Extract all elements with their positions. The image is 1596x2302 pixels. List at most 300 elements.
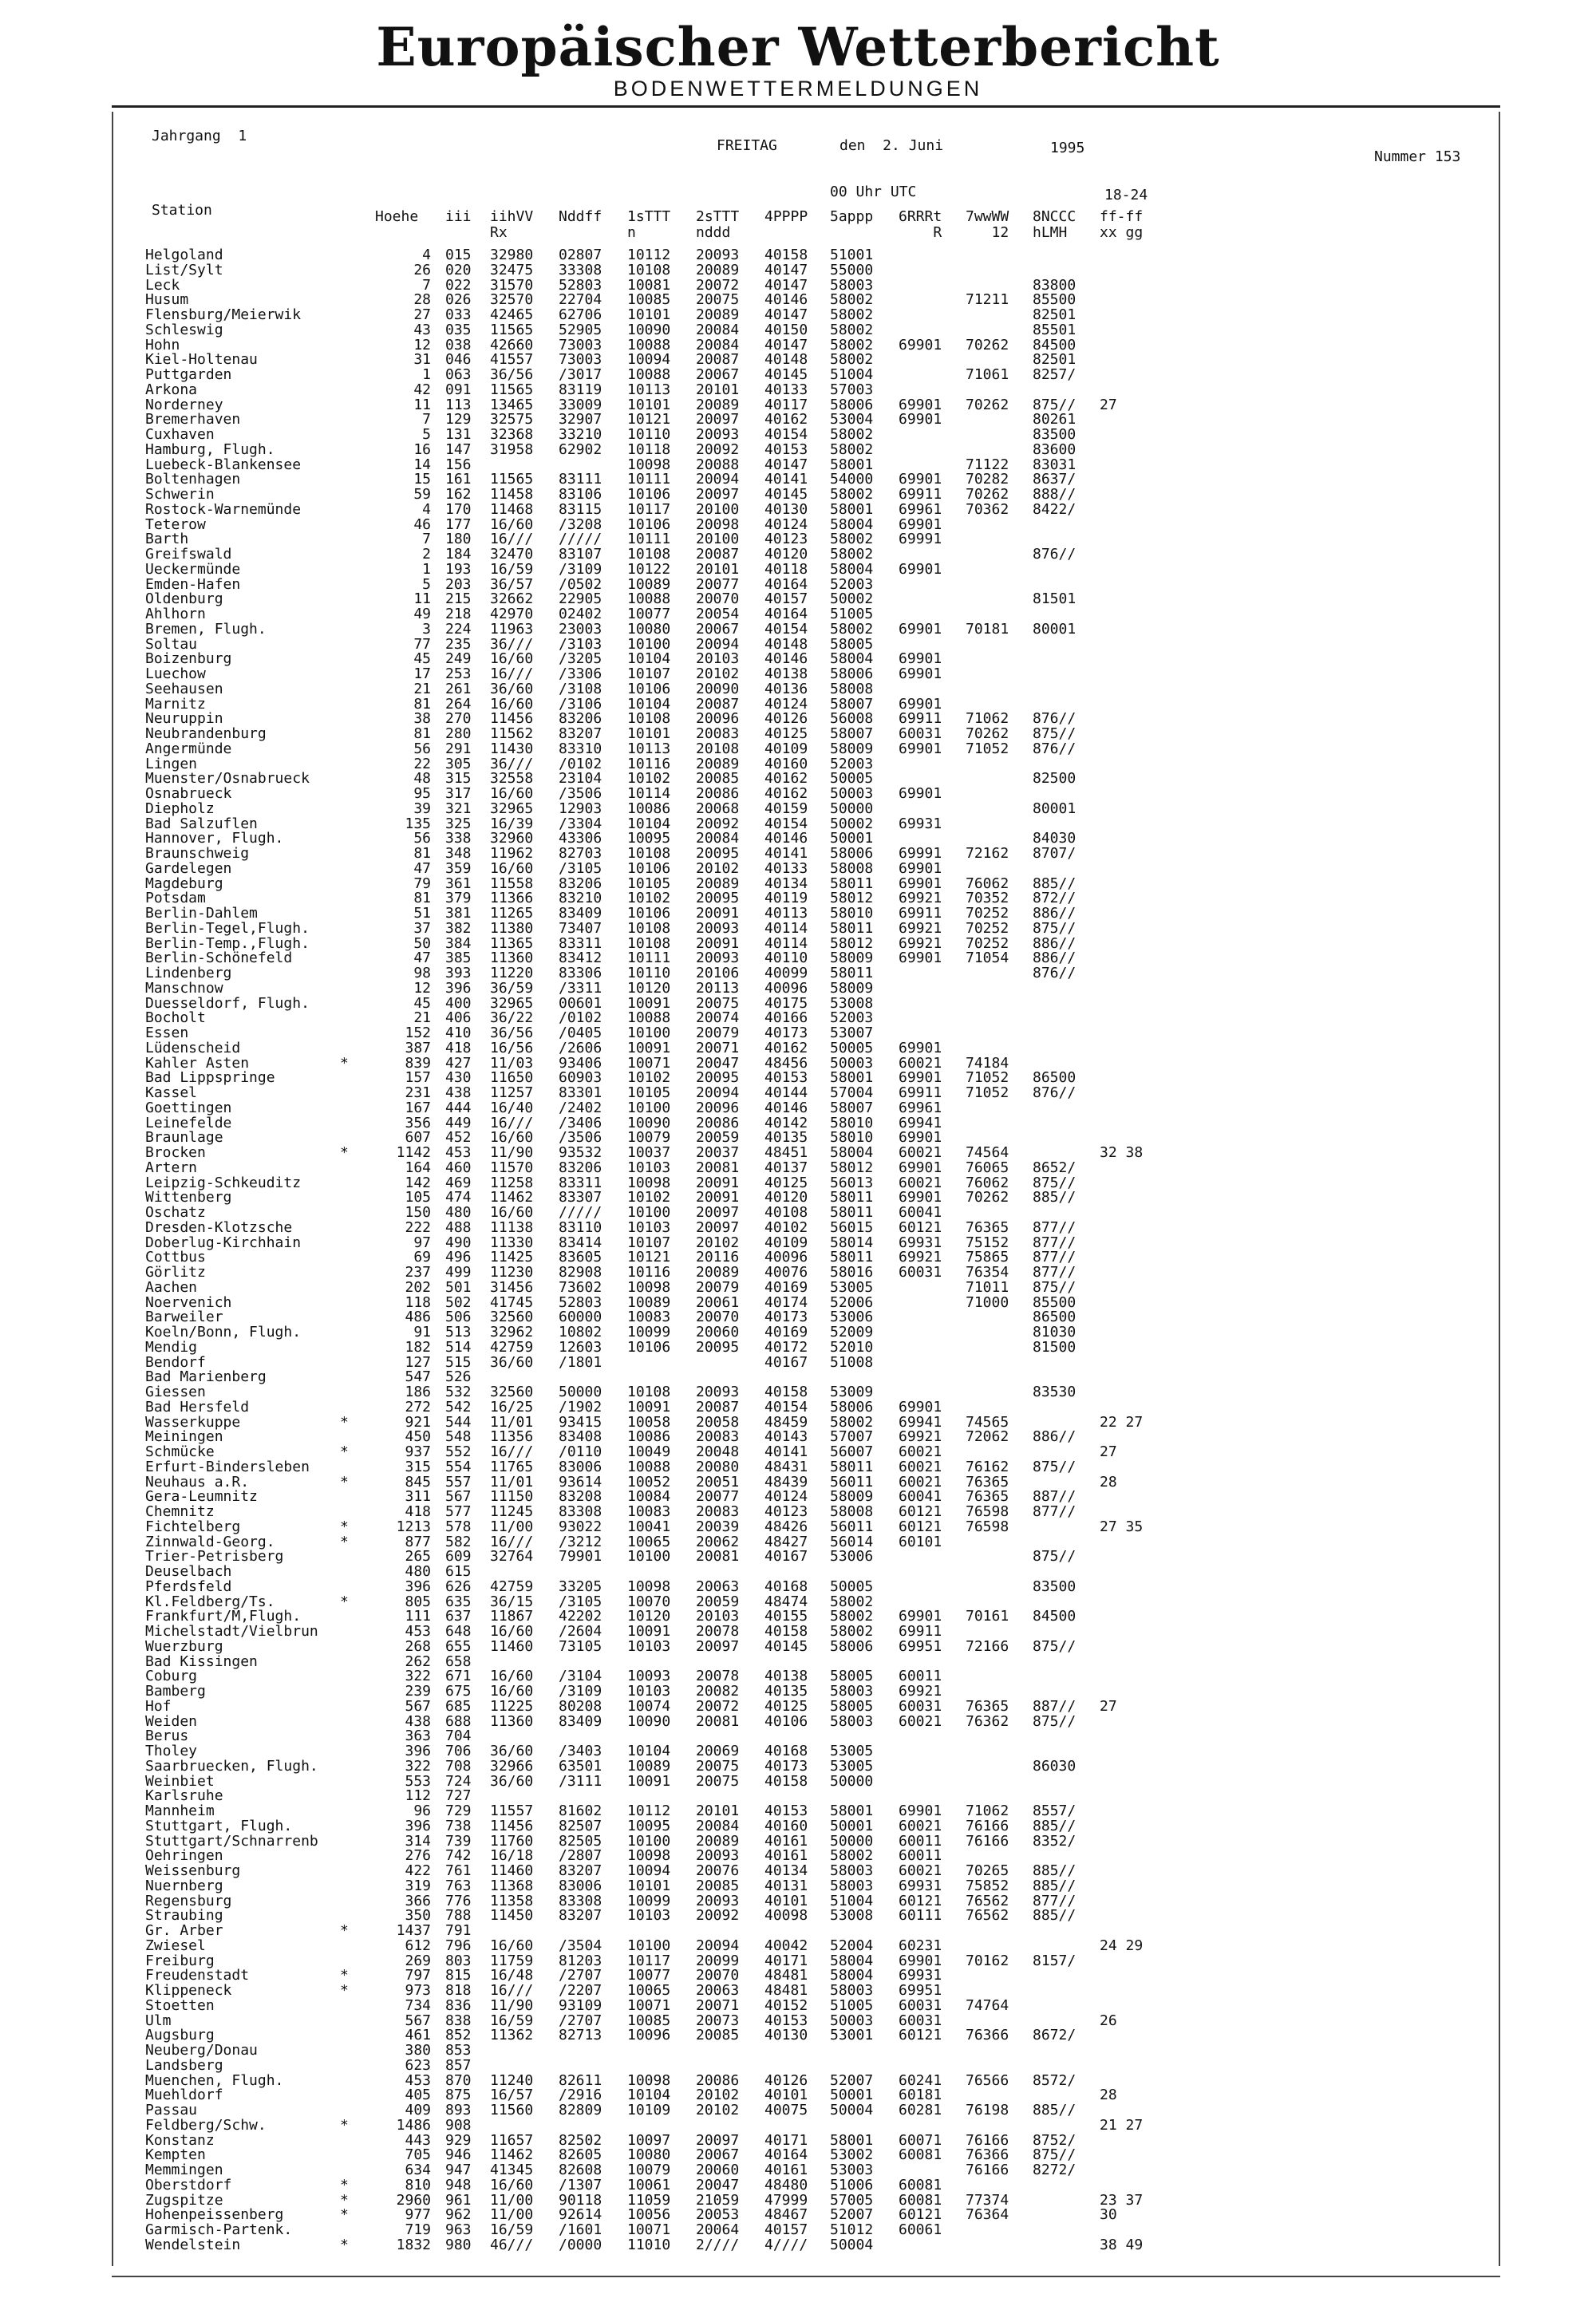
station-height: 11 bbox=[413, 590, 431, 608]
group-4pppp: 40164 bbox=[764, 2146, 808, 2164]
station-row bbox=[145, 1310, 1494, 1325]
station-name: Neuruppin bbox=[145, 710, 223, 728]
group-ihvv: 31958 bbox=[490, 440, 534, 458]
group-2sttt: 20062 bbox=[696, 1533, 740, 1550]
group-nddff: 83110 bbox=[559, 1218, 602, 1236]
group-8nccc: 876// bbox=[1033, 710, 1077, 728]
station-iii: 418 bbox=[445, 1039, 472, 1056]
group-8nccc: 84030 bbox=[1033, 830, 1077, 847]
group-nddff: 60903 bbox=[559, 1069, 602, 1087]
group-5appp: 58007 bbox=[830, 725, 874, 742]
group-6rrrt: 69901 bbox=[899, 1129, 942, 1147]
group-1sttt: 10105 bbox=[627, 1084, 671, 1101]
group-6rrrt: 69951 bbox=[899, 1637, 942, 1655]
group-5appp: 51004 bbox=[830, 366, 874, 383]
group-ihvv: 11/90 bbox=[490, 1996, 534, 2014]
group-6rrrt: 69931 bbox=[899, 1234, 942, 1251]
station-row bbox=[145, 532, 1494, 547]
station-name: Berlin-Tegel,Flugh. bbox=[145, 919, 310, 937]
group-1sttt: 10103 bbox=[627, 1159, 671, 1176]
group-8nccc: 886// bbox=[1033, 905, 1077, 922]
station-name: Hof bbox=[145, 1697, 172, 1715]
group-8nccc: 83600 bbox=[1033, 440, 1077, 458]
station-iii: 203 bbox=[445, 575, 472, 593]
group-6rrrt: 69931 bbox=[899, 1967, 942, 1984]
station-name: Klippeneck bbox=[145, 1982, 232, 1999]
group-ihvv: 11/01 bbox=[490, 1473, 534, 1491]
group-7wwww: 70252 bbox=[966, 934, 1009, 952]
group-nddff: /1307 bbox=[559, 2176, 602, 2193]
station-name: Kassel bbox=[145, 1084, 198, 1101]
group-5appp: 58006 bbox=[830, 665, 874, 682]
station-height: 7 bbox=[422, 411, 431, 428]
group-5appp: 58011 bbox=[830, 1249, 874, 1266]
group-nddff: /3506 bbox=[559, 785, 602, 802]
group-4pppp: 40137 bbox=[764, 1159, 808, 1176]
group-nddff: /3205 bbox=[559, 650, 602, 668]
station-name: Ueckermünde bbox=[145, 560, 241, 578]
station-iii: 393 bbox=[445, 965, 472, 981]
group-ihvv: 11368 bbox=[490, 1877, 534, 1894]
group-7wwww: 75852 bbox=[966, 1877, 1009, 1894]
station-row bbox=[145, 757, 1494, 772]
group-2sttt: 20091 bbox=[696, 934, 740, 952]
group-1sttt: 10088 bbox=[627, 1458, 671, 1475]
group-8nccc: 885// bbox=[1033, 1862, 1077, 1879]
group-5appp: 52003 bbox=[830, 1009, 874, 1027]
group-8nccc: 83031 bbox=[1033, 456, 1077, 473]
group-ihvv: 32764 bbox=[490, 1548, 534, 1566]
station-row bbox=[145, 859, 1494, 877]
group-ihvv: 16/60 bbox=[490, 1668, 534, 1685]
group-nddff: /3109 bbox=[559, 560, 602, 578]
station-name: Augsburg bbox=[145, 2027, 215, 2044]
station-iii: 131 bbox=[445, 426, 472, 443]
group-1sttt: 10086 bbox=[627, 800, 671, 817]
station-name: Deuselbach bbox=[145, 1563, 232, 1580]
group-5appp: 55000 bbox=[830, 261, 874, 278]
group-5appp: 58007 bbox=[830, 695, 874, 713]
group-4pppp: 48459 bbox=[764, 1413, 808, 1431]
station-height: 937 bbox=[405, 1443, 431, 1460]
station-name: Meiningen bbox=[145, 1428, 223, 1446]
group-4pppp: 40164 bbox=[764, 606, 808, 622]
group-ihvv: 32980 bbox=[490, 247, 534, 263]
group-6rrrt: 60021 bbox=[899, 1458, 942, 1475]
group-7wwww: 71052 bbox=[966, 1069, 1009, 1087]
group-7wwww: 71052 bbox=[966, 740, 1009, 757]
group-nddff: ///// bbox=[559, 1204, 602, 1221]
group-2sttt: 20099 bbox=[696, 1952, 740, 1969]
group-5appp: 58004 bbox=[830, 515, 874, 533]
group-5appp: 58010 bbox=[830, 1129, 874, 1147]
group-1sttt: 10090 bbox=[627, 321, 671, 338]
station-iii: 685 bbox=[445, 1697, 472, 1715]
group-6rrrt: 69901 bbox=[899, 1952, 942, 1969]
group-1sttt: 10121 bbox=[627, 411, 671, 428]
station-height: 396 bbox=[405, 1817, 431, 1834]
group-6rrrt: 60011 bbox=[899, 1668, 942, 1685]
group-4pppp: 40124 bbox=[764, 1488, 808, 1506]
station-name: Wittenberg bbox=[145, 1189, 232, 1206]
group-2sttt: 20078 bbox=[696, 1668, 740, 1685]
station-name: Frankfurt/M,Flugh. bbox=[145, 1608, 302, 1625]
station-row bbox=[145, 428, 1494, 443]
group-ihvv: 16/56 bbox=[490, 1039, 534, 1056]
group-5appp: 53008 bbox=[830, 1907, 874, 1925]
ff-values: 28 bbox=[1100, 2087, 1117, 2104]
group-5appp: 50003 bbox=[830, 785, 874, 802]
group-5appp: 58009 bbox=[830, 950, 874, 967]
group-1sttt: 10056 bbox=[627, 2206, 671, 2224]
group-6rrrt: 69901 bbox=[899, 620, 942, 638]
group-nddff: 83106 bbox=[559, 486, 602, 503]
group-1sttt: 10106 bbox=[627, 486, 671, 503]
station-iii: 430 bbox=[445, 1069, 472, 1087]
group-2sttt: 20085 bbox=[696, 770, 740, 788]
group-nddff: /3304 bbox=[559, 815, 602, 832]
group-ihvv: 16/60 bbox=[490, 1683, 534, 1700]
mountain-mark: * bbox=[340, 1982, 349, 1999]
group-1sttt: 10077 bbox=[627, 606, 671, 622]
group-4pppp: 40145 bbox=[764, 486, 808, 503]
station-iii: 488 bbox=[445, 1218, 472, 1236]
group-1sttt: 10112 bbox=[627, 1803, 671, 1819]
group-4pppp: 40153 bbox=[764, 440, 808, 458]
group-1sttt: 10074 bbox=[627, 1697, 671, 1715]
group-1sttt: 10103 bbox=[627, 1683, 671, 1700]
group-2sttt: 20089 bbox=[696, 875, 740, 892]
group-ihvv: 13465 bbox=[490, 396, 534, 413]
station-row bbox=[145, 440, 1494, 458]
station-name: Doberlug-Kirchhain bbox=[145, 1234, 302, 1251]
group-2sttt: 20084 bbox=[696, 336, 740, 353]
group-nddff: 83111 bbox=[559, 471, 602, 488]
group-ihvv: 11225 bbox=[490, 1697, 534, 1715]
station-row bbox=[145, 1729, 1494, 1744]
group-7wwww: 74184 bbox=[966, 1054, 1009, 1072]
station-row bbox=[145, 1146, 1494, 1161]
group-8nccc: 877// bbox=[1033, 1234, 1077, 1251]
ff-values: 27 bbox=[1100, 396, 1117, 413]
group-nddff: 81203 bbox=[559, 1952, 602, 1969]
group-7wwww: 76065 bbox=[966, 1159, 1009, 1176]
group-nddff: /1801 bbox=[559, 1353, 602, 1371]
station-iii: 961 bbox=[445, 2191, 472, 2209]
station-height: 15 bbox=[413, 471, 431, 488]
group-5appp: 58008 bbox=[830, 680, 874, 697]
group-4pppp: 40101 bbox=[764, 2087, 808, 2104]
group-4pppp: 40125 bbox=[764, 1174, 808, 1191]
group-4pppp: 40147 bbox=[764, 276, 808, 294]
group-7wwww: 75865 bbox=[966, 1249, 1009, 1266]
group-7wwww: 76166 bbox=[966, 1817, 1009, 1834]
group-7wwww: 76598 bbox=[966, 1503, 1009, 1520]
group-4pppp: 40152 bbox=[764, 1996, 808, 2014]
group-2sttt: 20087 bbox=[696, 351, 740, 369]
group-5appp: 58002 bbox=[830, 1413, 874, 1431]
group-2sttt: 2//// bbox=[696, 2236, 740, 2253]
station-height: 150 bbox=[405, 1204, 431, 1221]
group-ihvv: 11462 bbox=[490, 1189, 534, 1206]
group-1sttt: 10118 bbox=[627, 440, 671, 458]
group-7wwww: 76166 bbox=[966, 1832, 1009, 1850]
group-4pppp: 40154 bbox=[764, 620, 808, 638]
group-4pppp: 48439 bbox=[764, 1473, 808, 1491]
station-name: Berlin-Temp.,Flugh. bbox=[145, 934, 310, 952]
group-nddff: 22905 bbox=[559, 590, 602, 608]
station-name: Hohn bbox=[145, 336, 180, 353]
group-1sttt: 10079 bbox=[627, 1129, 671, 1147]
station-row bbox=[145, 2103, 1494, 2118]
group-4pppp: 40125 bbox=[764, 1697, 808, 1715]
group-ihvv: 11468 bbox=[490, 500, 534, 518]
group-5appp: 58001 bbox=[830, 1803, 874, 1819]
group-nddff: /2707 bbox=[559, 2012, 602, 2029]
station-name: Leinefelde bbox=[145, 1114, 232, 1131]
group-ihvv: 36/// bbox=[490, 635, 534, 653]
group-7wwww: 76354 bbox=[966, 1264, 1009, 1281]
group-4pppp: 40164 bbox=[764, 575, 808, 593]
station-row bbox=[145, 1924, 1494, 1939]
group-1sttt: 10121 bbox=[627, 1249, 671, 1266]
station-height: 26 bbox=[413, 261, 431, 278]
group-4pppp: 40042 bbox=[764, 1937, 808, 1954]
group-5appp: 58009 bbox=[830, 740, 874, 757]
group-4pppp: 48467 bbox=[764, 2206, 808, 2224]
group-7wwww: 76366 bbox=[966, 2027, 1009, 2044]
station-row bbox=[145, 413, 1494, 428]
station-iii: 091 bbox=[445, 381, 472, 398]
group-1sttt: 10079 bbox=[627, 2162, 671, 2178]
group-7wwww: 76562 bbox=[966, 1907, 1009, 1925]
station-name: Muehldorf bbox=[145, 2087, 223, 2104]
station-height: 422 bbox=[405, 1862, 431, 1879]
group-6rrrt: 60121 bbox=[899, 1518, 942, 1535]
group-1sttt: 10103 bbox=[627, 1218, 671, 1236]
group-ihvv: 11356 bbox=[490, 1428, 534, 1446]
group-2sttt: 20087 bbox=[696, 546, 740, 563]
station-name: Neubrandenburg bbox=[145, 725, 267, 742]
group-1sttt: 10120 bbox=[627, 1608, 671, 1625]
group-6rrrt: 69921 bbox=[899, 890, 942, 907]
station-iii: 626 bbox=[445, 1577, 472, 1595]
group-8nccc: 875// bbox=[1033, 1637, 1077, 1655]
station-height: 396 bbox=[405, 1743, 431, 1759]
group-5appp: 58004 bbox=[830, 1967, 874, 1984]
group-4pppp: 40131 bbox=[764, 1877, 808, 1894]
group-7wwww: 71000 bbox=[966, 1293, 1009, 1311]
group-4pppp: 40119 bbox=[764, 890, 808, 907]
station-iii: 033 bbox=[445, 306, 472, 323]
group-6rrrt: 69901 bbox=[899, 785, 942, 802]
group-4pppp: 40162 bbox=[764, 785, 808, 802]
group-1sttt: 10090 bbox=[627, 1114, 671, 1131]
group-2sttt: 20078 bbox=[696, 1623, 740, 1640]
group-1sttt: 10071 bbox=[627, 1054, 671, 1072]
group-nddff: 50000 bbox=[559, 1384, 602, 1400]
group-1sttt: 10101 bbox=[627, 396, 671, 413]
station-row bbox=[145, 1595, 1494, 1610]
station-height: 111 bbox=[405, 1608, 431, 1625]
group-4pppp: 48426 bbox=[764, 1518, 808, 1535]
group-nddff: /2604 bbox=[559, 1623, 602, 1640]
station-row bbox=[145, 1804, 1494, 1819]
group-nddff: 33205 bbox=[559, 1577, 602, 1595]
station-iii: 321 bbox=[445, 800, 472, 817]
station-name: Leck bbox=[145, 276, 180, 294]
col-header-8nccc: 8NCCC hLMH bbox=[1033, 208, 1077, 241]
station-row bbox=[145, 383, 1494, 398]
group-6rrrt: 60011 bbox=[899, 1832, 942, 1850]
station-name: Erfurt-Bindersleben bbox=[145, 1458, 310, 1475]
station-row bbox=[145, 1056, 1494, 1072]
group-6rrrt: 69921 bbox=[899, 1683, 942, 1700]
station-iii: 838 bbox=[445, 2012, 472, 2029]
group-6rrrt: 69931 bbox=[899, 815, 942, 832]
group-2sttt: 20084 bbox=[696, 321, 740, 338]
group-5appp: 58003 bbox=[830, 276, 874, 294]
station-row bbox=[145, 607, 1494, 622]
station-iii: 382 bbox=[445, 919, 472, 937]
group-8nccc: 86030 bbox=[1033, 1757, 1077, 1775]
station-name: Boizenburg bbox=[145, 650, 232, 668]
station-height: 268 bbox=[405, 1637, 431, 1655]
station-iii: 261 bbox=[445, 680, 472, 697]
group-6rrrt: 69931 bbox=[899, 1877, 942, 1894]
station-height: 486 bbox=[405, 1309, 431, 1326]
group-6rrrt: 60281 bbox=[899, 2102, 942, 2118]
station-row bbox=[145, 1236, 1494, 1251]
group-5appp: 50004 bbox=[830, 2102, 874, 2118]
group-1sttt: 10095 bbox=[627, 830, 671, 847]
group-5appp: 58002 bbox=[830, 306, 874, 323]
group-7wwww: 77374 bbox=[966, 2191, 1009, 2209]
group-8nccc: 875// bbox=[1033, 1548, 1077, 1566]
group-ihvv: 36/59 bbox=[490, 979, 534, 997]
group-ihvv: 16/57 bbox=[490, 2087, 534, 2104]
group-1sttt: 10098 bbox=[627, 1278, 671, 1296]
station-height: 839 bbox=[405, 1054, 431, 1072]
station-name: Flensburg/Meierwik bbox=[145, 306, 302, 323]
station-height: 262 bbox=[405, 1652, 431, 1670]
station-row bbox=[145, 1996, 1494, 2014]
station-row bbox=[145, 1413, 1494, 1431]
station-row bbox=[145, 1744, 1494, 1759]
group-4pppp: 40173 bbox=[764, 1025, 808, 1041]
station-height: 239 bbox=[405, 1683, 431, 1700]
group-nddff: 83115 bbox=[559, 500, 602, 518]
station-height: 231 bbox=[405, 1084, 431, 1101]
station-height: 81 bbox=[413, 695, 431, 713]
station-iii: 215 bbox=[445, 590, 472, 608]
station-height: 265 bbox=[405, 1548, 431, 1566]
group-2sttt: 20072 bbox=[696, 1697, 740, 1715]
group-8nccc: 876// bbox=[1033, 546, 1077, 563]
station-row bbox=[145, 772, 1494, 787]
group-2sttt: 20047 bbox=[696, 2176, 740, 2193]
station-height: 105 bbox=[405, 1189, 431, 1206]
group-ihvv: 11557 bbox=[490, 1803, 534, 1819]
group-8nccc: 8672/ bbox=[1033, 2027, 1077, 2044]
group-6rrrt: 69941 bbox=[899, 1413, 942, 1431]
group-2sttt: 20067 bbox=[696, 620, 740, 638]
group-ihvv: 32475 bbox=[490, 261, 534, 278]
group-8nccc: 8257/ bbox=[1033, 366, 1077, 383]
station-height: 5 bbox=[422, 575, 431, 593]
group-ihvv: 32966 bbox=[490, 1757, 534, 1775]
station-iii: 948 bbox=[445, 2176, 472, 2193]
group-1sttt: 10113 bbox=[627, 740, 671, 757]
station-row bbox=[145, 338, 1494, 353]
station-row bbox=[145, 1637, 1494, 1655]
station-iii: 506 bbox=[445, 1309, 472, 1326]
group-4pppp: 40138 bbox=[764, 665, 808, 682]
station-row bbox=[145, 1041, 1494, 1056]
group-2sttt: 20077 bbox=[696, 1488, 740, 1506]
station-row bbox=[145, 787, 1494, 802]
group-6rrrt: 60121 bbox=[899, 1503, 942, 1520]
station-row bbox=[145, 2178, 1494, 2193]
group-6rrrt: 69901 bbox=[899, 665, 942, 682]
group-nddff: 83207 bbox=[559, 1907, 602, 1925]
group-2sttt: 20092 bbox=[696, 815, 740, 832]
group-6rrrt: 69921 bbox=[899, 934, 942, 952]
station-name: Lingen bbox=[145, 755, 198, 772]
group-ihvv: 11265 bbox=[490, 905, 534, 922]
group-2sttt: 20086 bbox=[696, 2071, 740, 2089]
group-2sttt: 20094 bbox=[696, 1937, 740, 1954]
station-height: 269 bbox=[405, 1952, 431, 1969]
station-iii: 526 bbox=[445, 1368, 472, 1386]
station-height: 977 bbox=[405, 2206, 431, 2224]
station-iii: 980 bbox=[445, 2236, 472, 2253]
station-height: 95 bbox=[413, 785, 431, 802]
station-iii: 235 bbox=[445, 635, 472, 653]
group-2sttt: 20093 bbox=[696, 247, 740, 263]
group-ihvv: 11257 bbox=[490, 1084, 534, 1101]
station-name: Kahler Asten bbox=[145, 1054, 250, 1072]
mountain-mark: * bbox=[340, 1922, 349, 1939]
group-7wwww: 70352 bbox=[966, 890, 1009, 907]
group-nddff: /3109 bbox=[559, 1683, 602, 1700]
group-5appp: 50005 bbox=[830, 1039, 874, 1056]
group-7wwww: 76364 bbox=[966, 2206, 1009, 2224]
group-nddff: 63501 bbox=[559, 1757, 602, 1775]
station-name: Trier-Petrisberg bbox=[145, 1548, 284, 1566]
group-8nccc: 8157/ bbox=[1033, 1952, 1077, 1969]
station-iii: 532 bbox=[445, 1384, 472, 1400]
station-iii: 396 bbox=[445, 979, 472, 997]
group-ihvv: 11650 bbox=[490, 1069, 534, 1087]
group-4pppp: 40147 bbox=[764, 306, 808, 323]
group-2sttt: 20091 bbox=[696, 1174, 740, 1191]
group-5appp: 58002 bbox=[830, 336, 874, 353]
group-nddff: 23003 bbox=[559, 620, 602, 638]
station-row bbox=[145, 1520, 1494, 1535]
group-8nccc: 875// bbox=[1033, 396, 1077, 413]
ff-values: 30 bbox=[1100, 2206, 1117, 2224]
group-1sttt: 10103 bbox=[627, 1907, 671, 1925]
group-4pppp: 40146 bbox=[764, 650, 808, 668]
station-name: Boltenhagen bbox=[145, 471, 241, 488]
group-5appp: 50002 bbox=[830, 815, 874, 832]
group-2sttt: 20097 bbox=[696, 486, 740, 503]
group-ihvv: 16/39 bbox=[490, 815, 534, 832]
station-name: Essen bbox=[145, 1025, 189, 1041]
group-ihvv: 11657 bbox=[490, 2131, 534, 2149]
station-iii: 577 bbox=[445, 1503, 472, 1520]
